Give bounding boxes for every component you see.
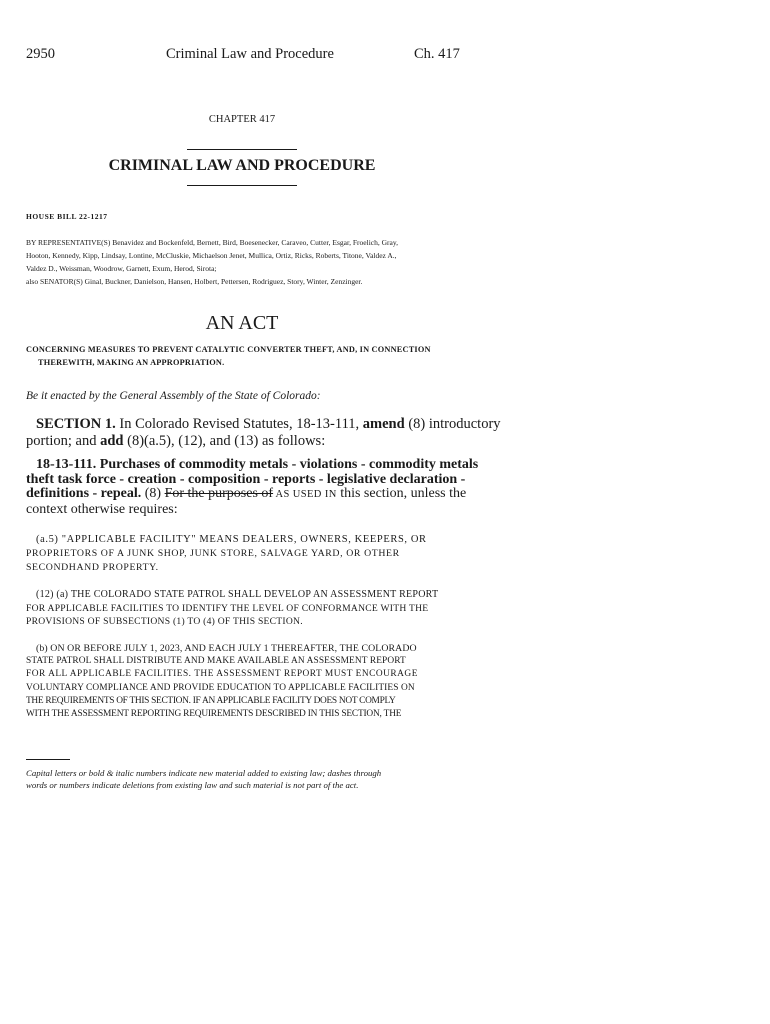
statute-line1: 18-13-111. Purchases of commodity metals - violations - commodity metals bbox=[36, 457, 479, 472]
deleted-text: For the purposes of bbox=[164, 486, 274, 501]
statute-line4: context otherwise requires: bbox=[26, 501, 178, 517]
statute-heading bbox=[26, 457, 479, 517]
act-concerning-line1: CONCERNING MEASURES TO PREVENT CATALYTIC CONVERTER THEFT, AND, IN CONNECTION bbox=[26, 345, 431, 354]
paragraph-line: FOR ALL APPLICABLE FACILITIES. THE ASSESSMENT REPORT MUST ENCOURAGE bbox=[26, 669, 418, 680]
amend-keyword: amend bbox=[362, 416, 405, 432]
act-concerning-line2: THEREWITH, MAKING AN APPROPRIATION. bbox=[38, 358, 225, 367]
statute-definitions: definitions - repeal. bbox=[26, 486, 142, 501]
paragraph-line: THE REQUIREMENTS OF THIS SECTION. IF AN APPLICABLE FACILITY DOES NOT COMPLY bbox=[26, 695, 396, 706]
footnote-line: Capital letters or bold & italic numbers indicate new material added to existing law; dashes through bbox=[26, 768, 382, 778]
paragraph-12a bbox=[26, 588, 458, 629]
section-1-line2 bbox=[26, 433, 458, 450]
section-text: (8)(a.5), (12), and (13) as follows: bbox=[123, 433, 326, 449]
paragraph-line: (b) ON OR BEFORE JULY 1, 2023, AND EACH JULY 1 THEREAFTER, THE COLORADO bbox=[36, 643, 417, 654]
sponsors-line: also SENATOR(S) Ginal, Buckner, Danielson, Hansen, Holbert, Pettersen, Rodriguez, Story, Winter, Zenzinger. bbox=[26, 277, 363, 286]
paragraph-line: (12) (a) THE COLORADO STATE PATROL SHALL DEVELOP AN ASSESSMENT REPORT bbox=[36, 589, 439, 600]
footnote bbox=[26, 768, 381, 791]
act-heading: AN ACT bbox=[205, 312, 279, 334]
paragraph-line: STATE PATROL SHALL DISTRIBUTE AND MAKE AVAILABLE AN ASSESSMENT REPORT bbox=[26, 656, 406, 667]
section-1 bbox=[26, 416, 501, 450]
section-1-line1 bbox=[26, 416, 501, 433]
statute-line2: theft task force - creation - composition - reports - legislative declaration - bbox=[26, 471, 466, 487]
paragraph-line: SECONDHAND PROPERTY. bbox=[26, 562, 159, 573]
footnote-rule bbox=[26, 759, 70, 760]
chapter-title: CRIMINAL LAW AND PROCEDURE bbox=[108, 157, 376, 174]
chapter-reference: Ch. 417 bbox=[414, 46, 460, 62]
sponsors-block bbox=[26, 236, 398, 288]
subsection-number: (8) bbox=[141, 486, 165, 501]
sponsors-line: BY REPRESENTATIVE(S) Benavidez and Bockenfeld, Bernett, Bird, Boesenecker, Caraveo, Cutter, Esgar, Froelich, Gray, bbox=[26, 238, 399, 247]
paragraph-line: PROVISIONS OF SUBSECTIONS (1) TO (4) OF THIS SECTION. bbox=[26, 616, 303, 627]
paragraph-12b bbox=[26, 642, 458, 721]
statute-line3 bbox=[26, 486, 467, 503]
section-text: In Colorado Revised Statutes, 18-13-111, bbox=[115, 416, 363, 432]
bill-number: HOUSE BILL 22-1217 bbox=[26, 212, 108, 221]
sponsors-line: Hooton, Kennedy, Kipp, Lindsay, Lontine, McCluskie, Michaelson Jenet, Mullica, Ortiz, Ricks, Roberts, Titone, Valdez A., bbox=[26, 251, 397, 260]
paragraph-line: WITH THE ASSESSMENT REPORTING REQUIREMENTS DESCRIBED IN THIS SECTION, THE bbox=[26, 709, 402, 720]
chapter-label: CHAPTER 417 bbox=[208, 114, 276, 125]
chapter-rule-top bbox=[187, 149, 297, 150]
statute-text: this section, unless the bbox=[336, 486, 467, 501]
enacting-clause: Be it enacted by the General Assembly of the State of Colorado: bbox=[26, 390, 321, 402]
paragraph-line: VOLUNTARY COMPLIANCE AND PROVIDE EDUCATION TO APPLICABLE FACILITIES ON bbox=[26, 682, 415, 693]
paragraph-line: FOR APPLICABLE FACILITIES TO IDENTIFY THE LEVEL OF CONFORMANCE WITH THE bbox=[26, 602, 429, 614]
running-title: Criminal Law and Procedure bbox=[166, 46, 334, 62]
section-text: (8) introductory bbox=[404, 416, 501, 432]
sponsors-line: Valdez D., Weissman, Woodrow, Garnett, Exum, Herod, Sirota; bbox=[26, 264, 217, 273]
paragraph-line: PROPRIETORS OF A JUNK SHOP, JUNK STORE, SALVAGE YARD, OR OTHER bbox=[26, 548, 400, 559]
inserted-text: AS USED IN bbox=[273, 489, 337, 500]
page-number: 2950 bbox=[26, 46, 55, 62]
add-keyword: add bbox=[100, 433, 124, 449]
section-label: SECTION 1. bbox=[36, 416, 116, 432]
paragraph-line: (a.5) "APPLICABLE FACILITY" MEANS DEALERS, OWNERS, KEEPERS, OR bbox=[36, 534, 427, 545]
chapter-rule-bottom bbox=[187, 185, 297, 186]
section-text: portion; and bbox=[26, 433, 101, 449]
footnote-line: words or numbers indicate deletions from existing law and such material is not part of the act. bbox=[26, 779, 359, 790]
paragraph-a5 bbox=[26, 533, 458, 575]
